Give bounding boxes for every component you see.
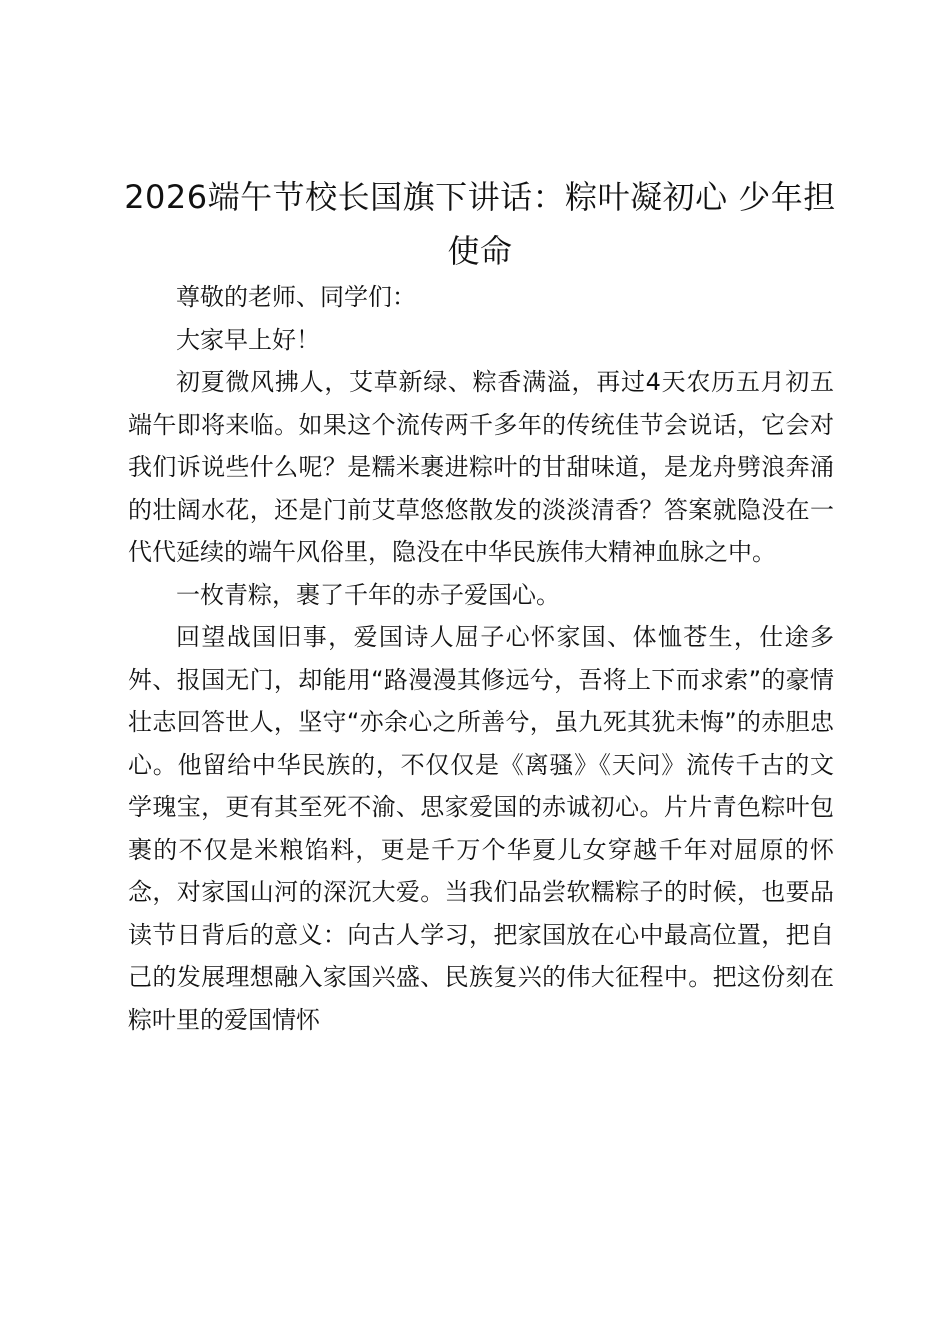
document-body — [128, 276, 834, 1041]
paragraph-quyuan: 回望战国旧事，爱国诗人屈子心怀家国、体恤苍生，仕途多舛、报国无门，却能用“路漫漫其修远兮，吾将上下而求索”的豪情壮志回答世人，坚守“亦余心之所善兮，虽九死其犹未悔”的赤胆忠心。他留给中华民族的，不仅仅是《离骚》《天问》流传千古的文学瑰宝，更有其至死不渝、思家爱国的赤诚初心。片片青色粽叶包裹的不仅是米粮馅料，更是千万个华夏儿女穿越千年对屈原的怀念，对家国山河的深沉大爱。当我们品尝软糯粽子的时候，也要品读节日背后的意义：向古人学习，把家国放在心中最高位置，把自己的发展理想融入家国兴盛、民族复兴的伟大征程中。把这份刻在粽叶里的爱国情怀 — [128, 623, 834, 1034]
paragraph-salutation: 尊敬的老师、同学们： — [176, 283, 416, 311]
paragraph-intro: 初夏微风拂人，艾草新绿、粽香满溢，再过4天农历五月初五端午即将来临。如果这个流传两千多年的传统佳节会说话，它会对我们诉说些什么呢？是糯米裹进粽叶的甘甜味道，是龙舟劈浪奔涌的壮阔水花，还是门前艾草悠悠散发的淡淡清香？答案就隐没在一代代延续的端午风俗里，隐没在中华民族伟大精神血脉之中。 — [128, 368, 834, 566]
paragraph-greeting: 大家早上好！ — [176, 325, 320, 354]
document-title: 2026端午节校长国旗下讲话：粽叶凝初心 少年担使命 — [124, 178, 836, 270]
paragraph-heading: 一枚青粽，裹了千年的赤子爱国心。 — [176, 580, 560, 609]
